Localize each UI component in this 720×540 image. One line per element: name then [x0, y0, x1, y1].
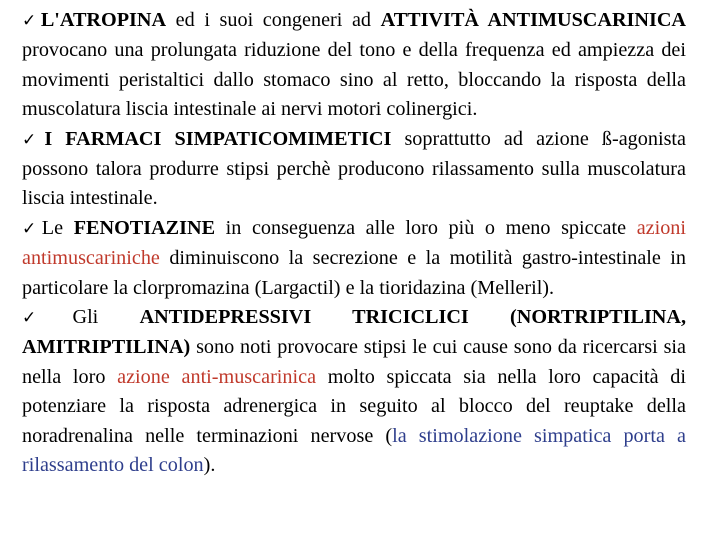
- checkmark-icon: ✓: [22, 308, 73, 329]
- text-segment: molto spiccata sia nella loro capacità di potenziare la risposta adrenergica in seguito al blocco del reuptake della noradrenalina nelle terminazioni nervose (: [22, 365, 686, 447]
- text-segment: diminuiscono la secrezione e la motilità gastro-intestinale in particolare la clorpromazina (Largactil) e la tioridazina (Melleril).: [22, 247, 686, 299]
- paragraph-atropina: [22, 6, 686, 125]
- text-segment: Gli: [72, 306, 140, 329]
- checkmark-icon: ✓: [22, 129, 45, 150]
- term-fenotiazine: FENOTIAZINE: [73, 216, 216, 239]
- text-segment: sono noti provocare stipsi le cui cause sono da ricercarsi sia nella loro: [22, 336, 686, 388]
- term-antidepressivi-triciclici: ANTIDEPRESSIVI TRICICLICI (NORTRIPTILINA, AMITRIPTILINA): [22, 306, 687, 359]
- paragraph-fenotiazine: [22, 214, 686, 303]
- highlight-azioni-antimuscariniche: azioni antimuscariniche: [22, 216, 687, 270]
- text-segment: ).: [203, 454, 216, 477]
- term-atropina: L'ATROPINA: [40, 9, 167, 31]
- paragraph-simpaticomimetici: [22, 125, 686, 214]
- text-segment: Le: [41, 216, 74, 239]
- term-farmaci-simpaticomimetici: I FARMACI SIMPATICOMIMETICI: [44, 127, 392, 150]
- checkmark-icon: ✓: [22, 11, 41, 31]
- slide-body: [22, 6, 686, 481]
- highlight-stimolazione-simpatica: la stimolazione simpatica porta a rilassamento del colon: [22, 424, 686, 477]
- highlight-azione-anti-muscarinica: azione anti-muscarinica: [117, 365, 317, 388]
- text-segment: provocano una prolungata riduzione del tono e della frequenza ed ampiezza dei movimenti peristaltici dallo stomaco sino al retto, bloccando la risposta della muscolatura liscia intestinale ai nervi motori colinergici.: [22, 39, 686, 121]
- text-segment: in conseguenza alle loro più o meno spiccate: [215, 216, 637, 239]
- text-segment: ed i suoi congeneri ad: [166, 9, 381, 31]
- paragraph-antidepressivi: [22, 303, 686, 480]
- text-segment: soprattutto ad azione ß-agonista possono talora produrre stipsi perchè producono rilassamento sulla muscolatura liscia intestinale.: [22, 127, 686, 210]
- checkmark-icon: ✓: [22, 218, 42, 239]
- term-attivita-antimuscarinica: ATTIVITÀ ANTIMUSCARINICA: [380, 9, 686, 31]
